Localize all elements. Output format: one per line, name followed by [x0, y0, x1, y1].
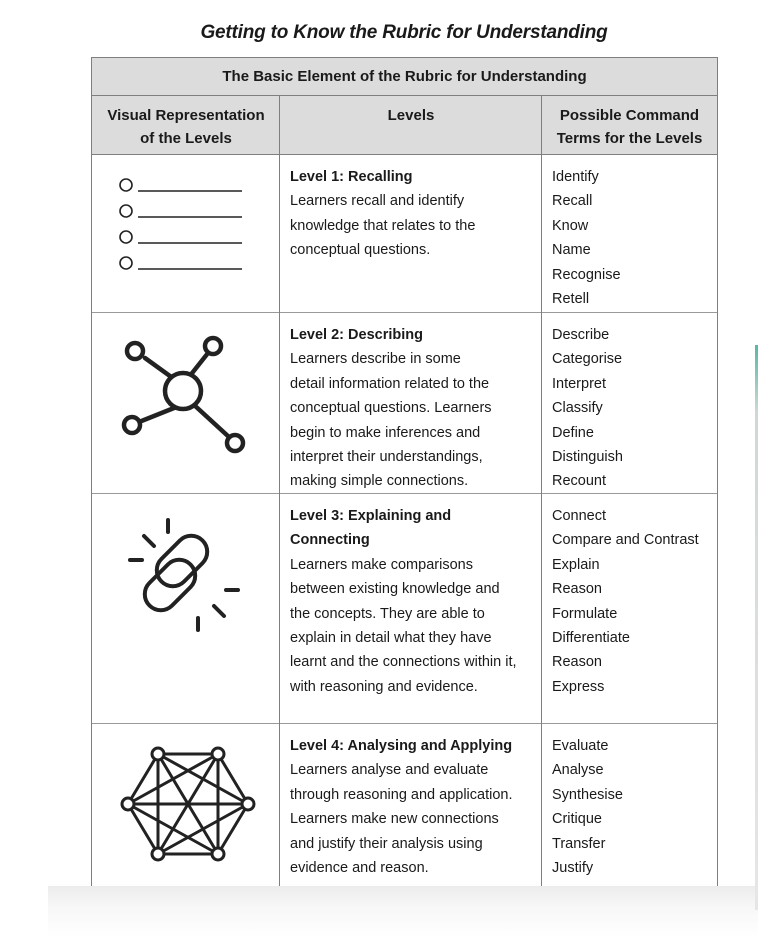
level-title: Level 1: Recalling: [290, 169, 413, 185]
level-cell: [290, 323, 534, 494]
command-term: Describe: [552, 327, 610, 343]
level-title: Level 4: Analysing and Applying: [290, 738, 513, 754]
terms-cell: [552, 165, 717, 311]
table-row-level-3: [92, 494, 717, 724]
level-cell: [290, 165, 534, 263]
page-shadow: [48, 886, 758, 938]
rubric-table: [91, 57, 718, 888]
level-description-line: Learners make comparisons: [290, 556, 473, 573]
header-levels-text: Levels: [387, 107, 435, 124]
command-term: Transfer: [552, 835, 606, 852]
column-divider: [541, 96, 542, 887]
command-term: Name: [552, 242, 591, 259]
command-term: Reason: [552, 581, 602, 598]
icon-cell: [92, 724, 280, 888]
level-description-line: making simple connections.: [290, 473, 469, 490]
command-term: Define: [552, 424, 594, 441]
command-term: Recognise: [552, 266, 621, 283]
level-title: Level 2: Describing: [290, 327, 423, 343]
table-row-level-4: [92, 724, 717, 889]
command-term: Distinguish: [552, 449, 623, 466]
level-description-line: conceptual questions. Learners: [290, 400, 492, 417]
terms-cell: [552, 734, 717, 880]
chain-link-icon: [124, 514, 244, 634]
level-description-line: with reasoning and evidence.: [290, 678, 478, 695]
level-description-line: conceptual questions.: [290, 242, 431, 259]
level-cell: [290, 734, 534, 880]
level-description-line: Learners describe in some: [290, 351, 461, 368]
level-description-line: interpret their understandings,: [290, 449, 483, 466]
icon-cell: [92, 494, 280, 723]
level-description-line: and justify their analysis using: [290, 835, 483, 852]
network-node-icon: [121, 329, 251, 459]
icon-cell: [92, 313, 280, 493]
level-description-line: evidence and reason.: [290, 860, 429, 877]
header-visual: [92, 96, 280, 154]
command-term: Compare and Contrast: [552, 532, 699, 549]
list-icon: [116, 175, 246, 275]
command-term: Explain: [552, 556, 600, 573]
table-row-level-2: [92, 313, 717, 494]
header-row: [92, 96, 717, 155]
command-term: Recall: [552, 193, 593, 210]
command-term: Synthesise: [552, 786, 623, 803]
command-term: Express: [552, 678, 605, 695]
header-terms-line-1: Possible Command: [559, 107, 700, 124]
command-term: Formulate: [552, 605, 618, 622]
level-title: Level 3: Explaining and: [290, 508, 452, 524]
command-term: Reason: [552, 654, 602, 671]
header-terms-line-2: Terms for the Levels: [556, 130, 703, 147]
command-term: Retell: [552, 291, 590, 308]
terms-cell: [552, 323, 717, 494]
level-description-line: knowledge that relates to the: [290, 217, 476, 234]
column-divider: [279, 96, 280, 887]
complete-graph-icon: [118, 744, 258, 864]
table-caption: The Basic Element of the Rubric for Understanding: [92, 58, 717, 96]
command-term: Know: [552, 217, 589, 234]
level-description-line: Learners analyse and evaluate: [290, 762, 489, 779]
command-term: Analyse: [552, 762, 604, 779]
header-visual-line-2: of the Levels: [140, 130, 232, 147]
header-levels: [280, 96, 542, 154]
command-term: Classify: [552, 400, 603, 417]
page-title: Getting to Know the Rubric for Understanding: [200, 22, 608, 43]
header-terms: [542, 96, 717, 154]
command-term: Interpret: [552, 375, 606, 392]
level-description-line: Learners recall and identify: [290, 193, 465, 210]
level-description-line: explain in detail what they have: [290, 630, 492, 647]
command-term: Identify: [552, 169, 599, 185]
icon-cell: [92, 155, 280, 312]
command-term: Critique: [552, 811, 602, 828]
level-description-line: through reasoning and application.: [290, 786, 513, 803]
command-term: Connect: [552, 508, 607, 524]
command-term: Justify: [552, 860, 594, 877]
level-title: Connecting: [290, 532, 370, 549]
level-cell: [290, 504, 534, 699]
command-term: Differentiate: [552, 630, 630, 647]
header-visual-line-1: Visual Representation: [107, 107, 265, 124]
table-row-level-1: [92, 155, 717, 313]
terms-cell: [552, 504, 717, 699]
level-description-line: the concepts. They are able to: [290, 605, 485, 622]
level-description-line: detail information related to the: [290, 375, 490, 392]
level-description-line: Learners make new connections: [290, 811, 499, 828]
level-description-line: begin to make inferences and: [290, 424, 481, 441]
command-term: Categorise: [552, 351, 623, 368]
level-description-line: learnt and the connections within it,: [290, 654, 517, 671]
command-term: Evaluate: [552, 738, 609, 754]
level-description-line: between existing knowledge and: [290, 581, 500, 598]
command-term: Recount: [552, 473, 607, 490]
